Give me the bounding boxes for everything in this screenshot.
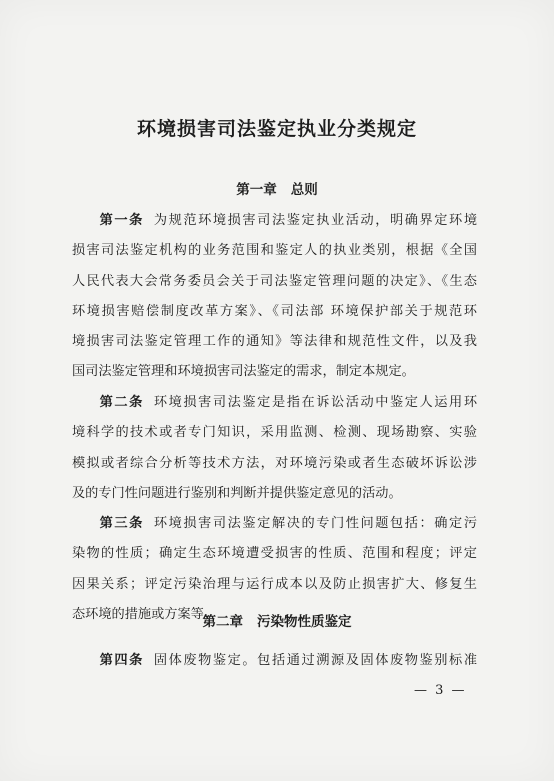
article-3-line: 因果关系；评定污染治理与运行成本以及防止损害扩大、修复生 [72,576,477,592]
chapter-2-name: 污染物性质鉴定 [257,614,352,630]
article-2-head: 第二条 [98,395,144,410]
article-1-head: 第一条 [98,213,144,228]
article-1-line: 损害司法鉴定机构的业务范围和鉴定人的执业类别，根据《全国 [72,243,477,259]
article-1-line: 环境损害赔偿制度改革方案》、《司法部 环境保护部关于规范环 [72,303,477,319]
article-2-line: 及的专门性问题进行鉴别和判断并提供鉴定意见的活动。 [72,485,402,501]
chapter-1-label: 第一章 [236,182,277,198]
article-4 [72,646,477,676]
document-title: 环境损害司法鉴定执业分类规定 [136,118,417,140]
article-1-line: 境损害司法鉴定管理工作的通知》等法律和规范性文件，以及我 [72,334,477,350]
article-2 [72,388,477,509]
article-1 [72,206,477,388]
chapter-1-name: 总则 [290,182,318,198]
article-4-line: 固体废物鉴定。包括通过溯源及固体废物鉴别标准 [153,653,478,668]
article-1-line: 为规范环境损害司法鉴定执业活动，明确界定环境 [153,213,478,228]
page-number: — 3 — [414,683,467,698]
article-2-line: 环境损害司法鉴定是指在诉讼活动中鉴定人运用环 [153,395,478,410]
article-2-line: 模拟或者综合分析等技术方法，对环境污染或者生态破坏诉讼涉 [72,455,477,471]
article-1-line: 国司法鉴定管理和环境损害司法鉴定的需求，制定本规定。 [72,364,415,380]
article-3-line: 环境损害司法鉴定解决的专门性问题包括：确定污 [153,516,478,531]
article-3-head: 第三条 [98,516,144,531]
article-1-line: 人民代表大会常务委员会关于司法鉴定管理问题的决定》、《生态 [72,273,477,289]
chapter-1-heading [0,178,554,198]
article-4-head: 第四条 [98,653,144,668]
chapter-2-heading [0,610,554,630]
article-3-line: 染物的性质；确定生态环境遭受损害的性质、范围和程度；评定 [72,546,477,562]
chapter-2-label: 第二章 [202,614,243,630]
article-2-line: 境科学的技术或者专门知识，采用监测、检测、现场勘察、实验 [72,425,477,441]
article-3-line: 态环境的措施或方案等。 [72,606,218,622]
